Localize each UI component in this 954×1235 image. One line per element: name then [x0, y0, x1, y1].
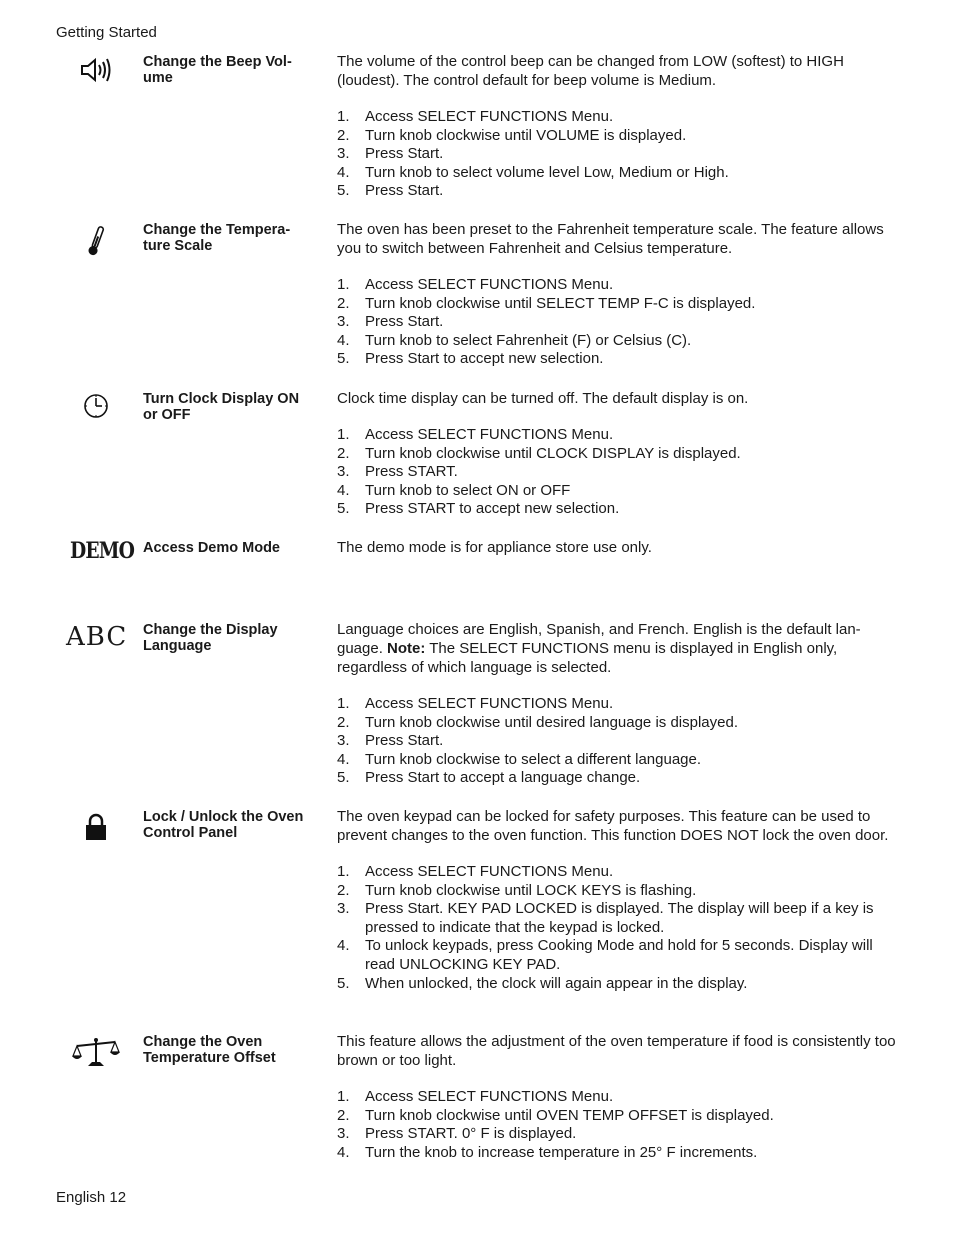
list-item: 2. Turn knob clockwise until desired language is displayed.: [337, 713, 738, 731]
section-body: [337, 1032, 897, 1162]
section-intro: This feature allows the adjustment of the oven temperature if food is consistently too brown or too light.: [337, 1033, 896, 1069]
section-intro: The oven has been preset to the Fahrenheit temperature scale. The feature allows you to switch between Fahrenheit and Celsius temperature.: [337, 221, 884, 257]
steps-list: [337, 426, 897, 519]
section-body: [337, 538, 897, 575]
note-label: Note:: [387, 640, 426, 657]
demo-icon-text: DEMO: [70, 538, 135, 564]
section-body: [337, 389, 897, 519]
list-item: 4. Turn knob to select volume level Low, Medium or High.: [337, 163, 729, 181]
section-body: [337, 220, 897, 369]
section-intro: The oven keypad can be locked for safety purposes. This feature can be used to prevent changes to the oven function. This function DOES NOT lock the oven door.: [337, 808, 889, 844]
scale-icon: [66, 1036, 126, 1076]
list-item: 5. When unlocked, the clock will again appear in the display.: [337, 974, 748, 992]
list-item: 1. Access SELECT FUNCTIONS Menu.: [337, 1088, 614, 1105]
list-item: 4. To unlock keypads, press Cooking Mode and hold for 5 seconds. Display will read UNLOCKING KEY PAD.: [337, 937, 873, 973]
section-body: [337, 620, 897, 788]
list-item: 3. Press START.: [337, 463, 458, 481]
steps-list: [337, 1088, 897, 1162]
list-item: 1. Access SELECT FUNCTIONS Menu.: [337, 108, 614, 125]
demo-icon: [70, 538, 135, 578]
abc-icon: [66, 622, 126, 662]
list-item: 1. Access SELECT FUNCTIONS Menu.: [337, 695, 614, 712]
page-footer: English 12: [56, 1189, 127, 1206]
section-title: Change the Beep Vol- ume: [143, 54, 292, 86]
list-item: 5. Press Start.: [337, 182, 444, 200]
speaker-icon: [66, 56, 126, 96]
list-item: 2. Turn knob clockwise until LOCK KEYS is flashing.: [337, 881, 697, 899]
section-intro: The demo mode is for appliance store use only.: [337, 539, 652, 556]
section-intro: The volume of the control beep can be changed from LOW (softest) to HIGH (loudest). The control default for beep volume is Medium.: [337, 53, 844, 89]
section-title: Change the Oven Temperature Offset: [143, 1034, 276, 1066]
list-item: 4. Turn the knob to increase temperature in 25° F increments.: [337, 1143, 758, 1161]
section-title: Change the Display Language: [143, 622, 278, 654]
list-item: 2. Turn knob clockwise until OVEN TEMP OFFSET is displayed.: [337, 1106, 774, 1124]
section-body: [337, 52, 897, 201]
section-intro: Clock time display can be turned off. The default display is on.: [337, 390, 749, 407]
steps-list: [337, 276, 897, 369]
list-item: 3. Press Start.: [337, 145, 444, 163]
list-item: 5. Press Start to accept new selection.: [337, 350, 604, 368]
list-item: 1. Access SELECT FUNCTIONS Menu.: [337, 276, 614, 293]
list-item: 1. Access SELECT FUNCTIONS Menu.: [337, 863, 614, 880]
section-title: Lock / Unlock the Oven Control Panel: [143, 809, 304, 841]
list-item: 2. Turn knob clockwise until CLOCK DISPLAY is displayed.: [337, 444, 741, 462]
list-item: 5. Press START to accept new selection.: [337, 500, 620, 518]
section-title: Turn Clock Display ON or OFF: [143, 391, 300, 423]
section-body: [337, 807, 897, 993]
steps-list: [337, 108, 897, 201]
list-item: 3. Press Start.: [337, 313, 444, 331]
list-item: 3. Press Start.: [337, 732, 444, 750]
list-item: 4. Turn knob to select ON or OFF: [337, 481, 571, 499]
page-header: Getting Started: [56, 24, 157, 41]
section-title: Change the Tempera- ture Scale: [143, 222, 291, 254]
steps-list: [337, 863, 897, 993]
section-intro: Language choices are English, Spanish, and French. English is the default lan-guage. Note: The SELECT FUNCTIONS menu is displayed in English only, regardless of which language is selected.: [337, 621, 861, 676]
list-item: 4. Turn knob to select Fahrenheit (F) or Celsius (C).: [337, 331, 692, 349]
list-item: 4. Turn knob clockwise to select a different language.: [337, 750, 702, 768]
list-item: 5. Press Start to accept a language change.: [337, 769, 641, 787]
abc-icon-text: ABC: [66, 622, 128, 652]
section-title: Access Demo Mode: [143, 540, 280, 556]
clock-icon: [66, 393, 126, 433]
lock-icon: [66, 813, 126, 853]
list-item: 3. Press START. 0° F is displayed.: [337, 1125, 577, 1143]
steps-list: [337, 695, 897, 788]
thermometer-icon: [66, 224, 126, 264]
list-item: 1. Access SELECT FUNCTIONS Menu.: [337, 426, 614, 443]
list-item: 2. Turn knob clockwise until VOLUME is displayed.: [337, 126, 687, 144]
list-item: 3. Press Start. KEY PAD LOCKED is displayed. The display will beep if a key is pressed to indicate that the keypad is locked.: [337, 900, 874, 936]
list-item: 2. Turn knob clockwise until SELECT TEMP F-C is displayed.: [337, 294, 756, 312]
